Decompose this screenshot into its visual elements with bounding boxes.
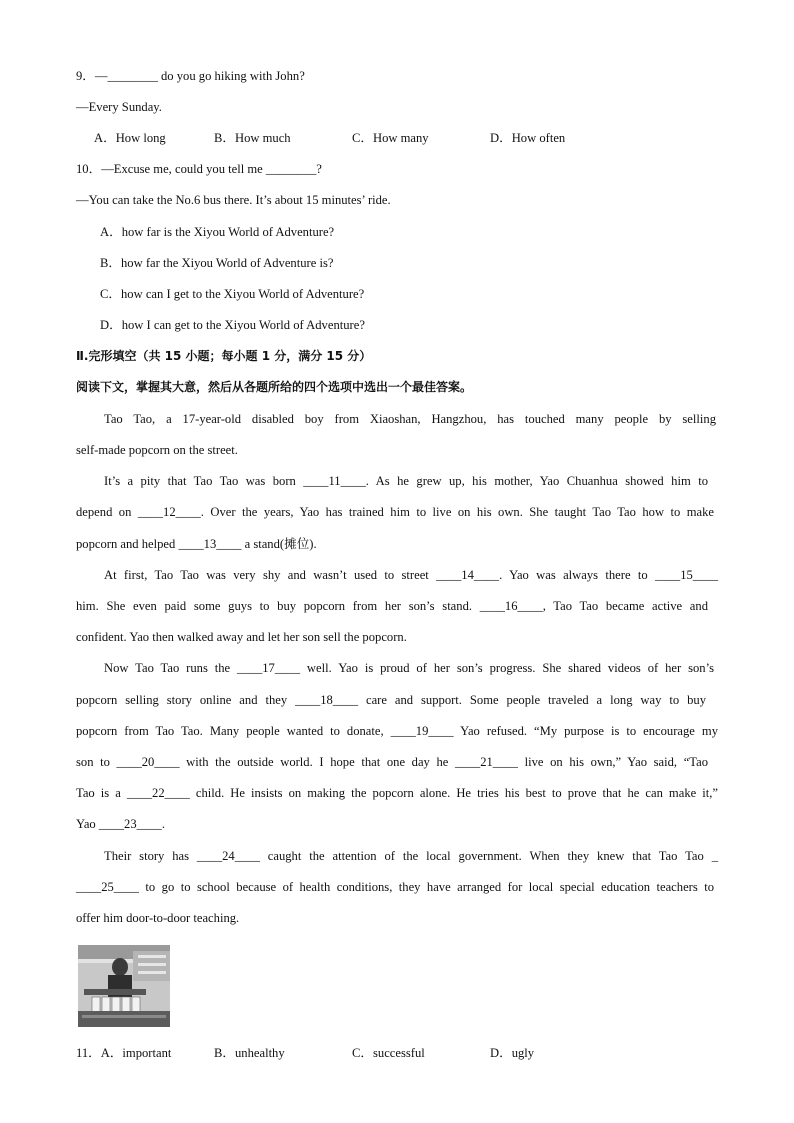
question-10-option-d: D．how I can get to the Xiyou World of Adventure? <box>100 318 365 332</box>
section-instruction: 阅读下文，掌握其大意，然后从各题所给的四个选项中选出一个最佳答案。 <box>76 380 473 394</box>
passage-line: At first, Tao Tao was very shy and wasn’t used to street ____14____. Yao was always there to ____15____ <box>104 568 718 582</box>
section-heading: Ⅱ.完形填空（共 15 小题；每小题 1 分，满分 15 分） <box>76 349 372 363</box>
passage-line: Tao Tao, a 17-year-old disabled boy from Xiaoshan, Hangzhou, has touched many people by selling <box>104 412 716 426</box>
passage-line: offer him door-to-door teaching. <box>76 911 240 925</box>
question-10-option-c: C．how can I get to the Xiyou World of Adventure? <box>100 287 365 301</box>
question-9-stem: 9．—________ do you go hiking with John? <box>76 69 305 83</box>
passage-line: popcorn and helped ____13____ a stand(摊位). <box>76 537 317 551</box>
question-9-option-c: C．How many <box>352 131 429 145</box>
question-10-option-a: A．how far is the Xiyou World of Adventure? <box>100 225 335 239</box>
question-11-option-d: D．ugly <box>490 1046 535 1060</box>
passage-line: confident. Yao then walked away and let her son sell the popcorn. <box>76 630 407 644</box>
passage-line: Yao ____23____. <box>76 817 165 831</box>
question-10-option-b: B．how far the Xiyou World of Adventure is? <box>100 256 334 270</box>
passage-line: popcorn selling story online and they ____18____ care and support. Some people traveled a long way to buy <box>76 693 706 707</box>
question-9-option-a: A．How long <box>94 131 166 145</box>
passage-line: depend on ____12____. Over the years, Yao has trained him to live on his own. She taught Tao Tao how to make <box>76 505 714 519</box>
question-11-option-c: C．successful <box>352 1046 425 1060</box>
popcorn-stand-photo <box>78 945 170 1027</box>
question-9-reply: —Every Sunday. <box>76 100 162 114</box>
question-9-option-b: B．How much <box>214 131 291 145</box>
passage-line: Now Tao Tao runs the ____17____ well. Yao is proud of her son’s progress. She shared videos of her son’s <box>104 661 714 675</box>
question-11-option-a: 11．A．important <box>76 1046 172 1060</box>
passage-line: Their story has ____24____ caught the attention of the local government. When they knew that Tao Tao _ <box>104 849 718 863</box>
passage-line: self-made popcorn on the street. <box>76 443 238 457</box>
passage-line: son to ____20____ with the outside world. I hope that one day he ____21____ live on his own,” Yao said, “Tao <box>76 755 708 769</box>
passage-line: popcorn from Tao Tao. Many people wanted to donate, ____19____ Yao refused. “My purpose is to encourage my <box>76 724 718 738</box>
passage-line: ____25____ to go to school because of health conditions, they have arranged for local special education teachers to <box>76 880 714 894</box>
passage-line: him. She even paid some guys to buy popcorn from her son’s stand. ____16____, Tao Tao became active and <box>76 599 708 613</box>
question-10-stem: 10．—Excuse me, could you tell me ________? <box>76 162 322 176</box>
question-11-option-b: B．unhealthy <box>214 1046 285 1060</box>
question-9-option-d: D．How often <box>490 131 566 145</box>
passage-line: Tao is a ____22____ child. He insists on making the popcorn alone. He tries his best to prove that he can make it,” <box>76 786 718 800</box>
question-10-reply: —You can take the No.6 bus there. It’s about 15 minutes’ ride. <box>76 193 391 207</box>
passage-line: It’s a pity that Tao Tao was born ____11____. As he grew up, his mother, Yao Chuanhua showed him to <box>104 474 708 488</box>
